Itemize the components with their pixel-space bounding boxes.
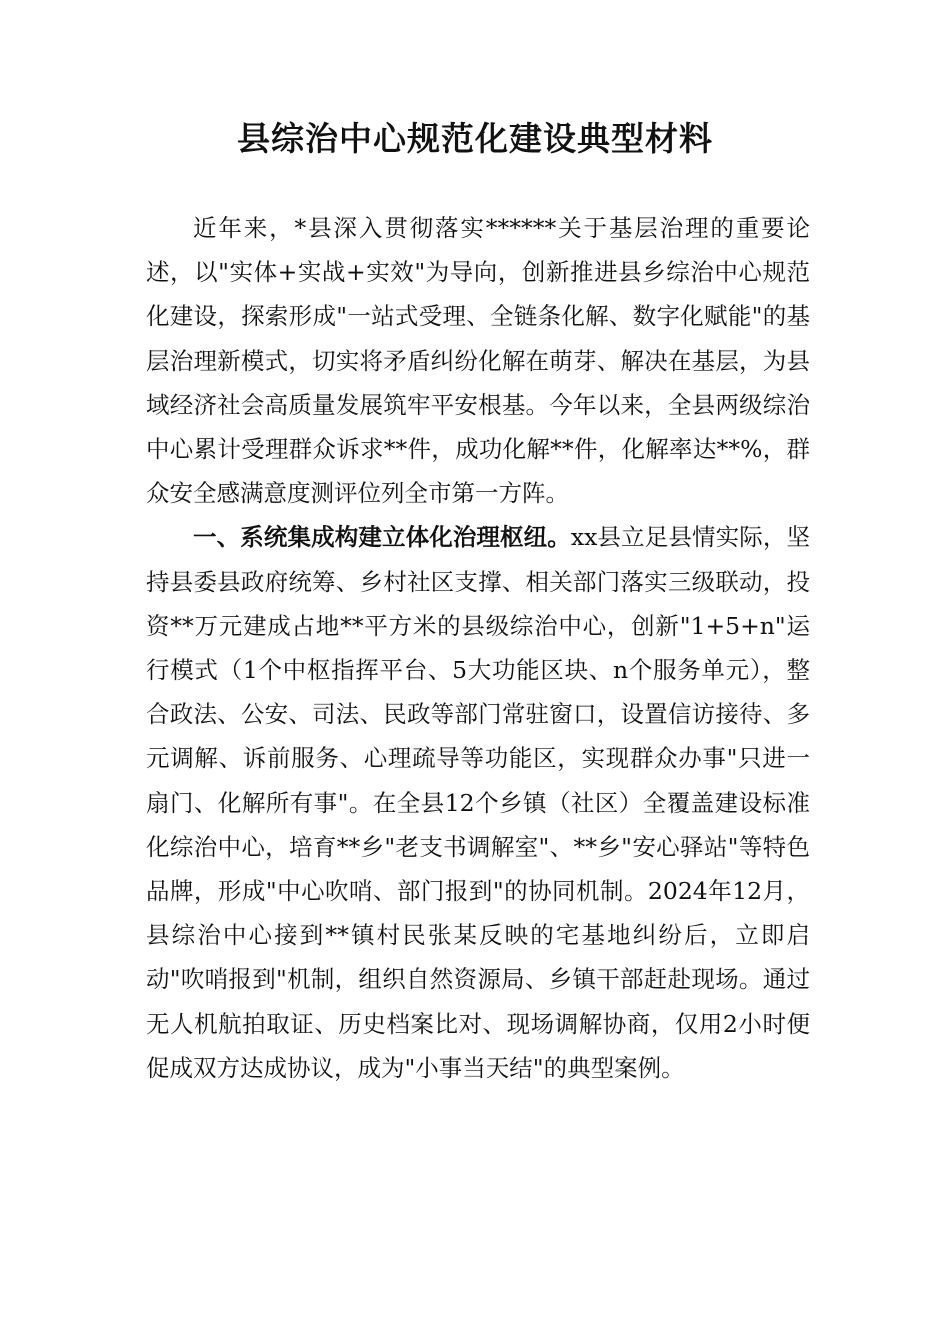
section-1-text: xx县立足县情实际，坚持县委县政府统筹、乡村社区支撑、相关部门落实三级联动，投资**万元建成占地**平方米的县级综治中心，创新"1+5+n"运行模式（1个中枢指挥平台、5大功能区块、n个服务单元），整合政法、公安、司法、民政等部门常驻窗口，设置信访接待、多元调解、诉前服务、心理疏导等功能区，实现群众办事"只进一扇门、化解所有事"。在全县12个乡镇（社区）全覆盖建设标准化综治中心，培育**乡"老支书调解室"、**乡"安心驿站"等特色品牌，形成"中心吹哨、部门报到"的协同机制。2024年12月，县综治中心接到**镇村民张某反映的宅基地纠纷后，立即启动"吹哨报到"机制，组织自然资源局、乡镇干部赶赴现场。通过无人机航拍取证、历史档案比对、现场调解协商，仅用2小时便促成双方达成协议，成为"小事当天结"的典型案例。 <box>146 523 811 1082</box>
paragraph-section-1 <box>146 515 810 1090</box>
paragraph-intro <box>146 206 810 515</box>
document-title: 县综治中心规范化建设典型材料 <box>237 119 713 158</box>
paragraph-intro-text: 近年来，*县深入贯彻落实******关于基层治理的重要论述，以"实体+实战+实效"为导向，创新推进县乡综治中心规范化建设，探索形成"一站式受理、全链条化解、数字化赋能"的基层治理新模式，切实将矛盾纠纷化解在萌芽、解决在基层，为县域经济社会高质量发展筑牢平安根基。今年以来，全县两级综治中心累计受理群众诉求**件，成功化解**件，化解率达**%，群众安全感满意度测评位列全市第一方阵。 <box>146 214 810 508</box>
document-body <box>146 206 810 1090</box>
section-1-heading: 一、系统集成构建立体化治理枢纽。 <box>193 523 571 552</box>
